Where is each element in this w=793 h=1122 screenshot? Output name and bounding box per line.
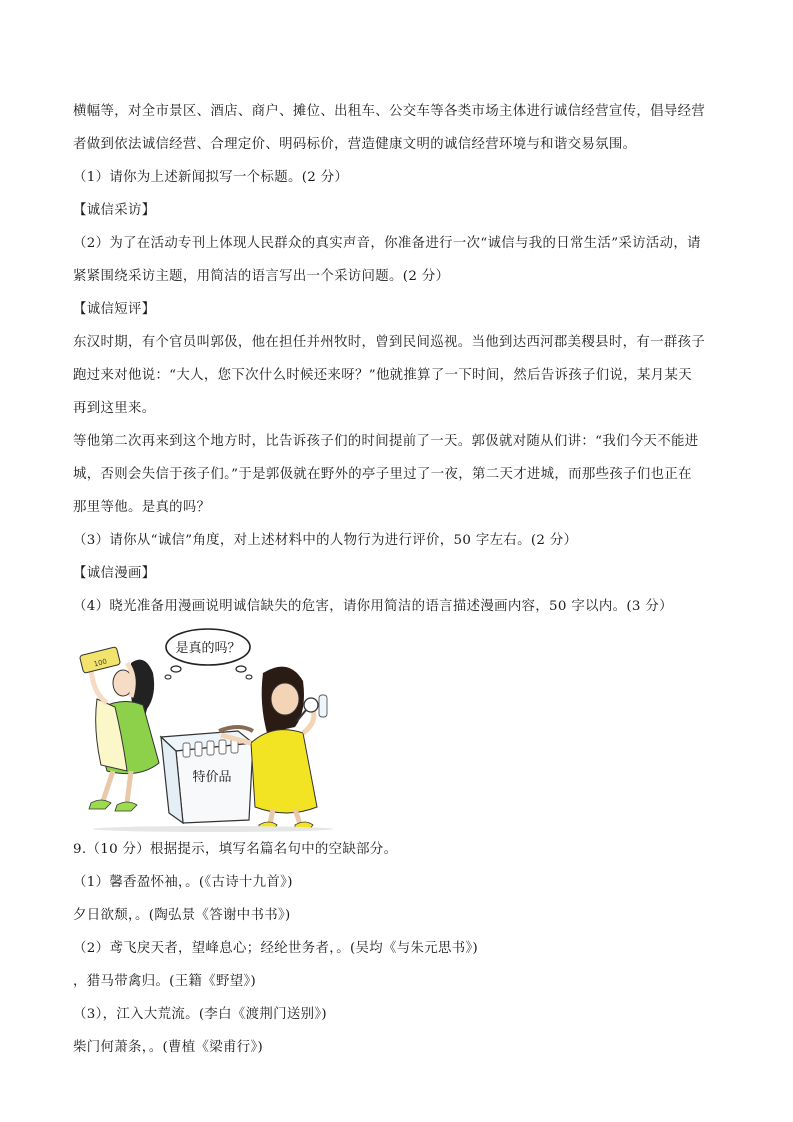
cartoon-illustration [73,625,353,833]
question-9-item-2: 夕日欲颓，。(陶弘景《答谢中书书》) [73,908,291,923]
news-paragraph-line-2: 者做到依法诚信经营、合理定价、明码标价，营造健康文明的诚信经营环境与和谐交易氛围。 [73,137,637,152]
bargain-box-icon [161,731,253,823]
section-heading-interview: 【诚信采访】 [73,203,156,218]
section-heading-cartoon: 【诚信漫画】 [73,566,156,581]
thought-bubble-icon [165,629,252,679]
question-2-line-2: 紧紧围绕采访主题，用简洁的语言写出一个采访问题。(2 分） [73,269,450,284]
question-2-line-1: （2）为了在活动专刊上体现人民群众的真实声音，你准备进行一次“诚信与我的日常生活”采访活动，请 [73,236,701,251]
document-page [73,95,723,1064]
story-line-4: 等他第二次再来到这个地方时，比告诉孩子们的时间提前了一天。郭伋就对随从们讲：“我们今天不能进 [73,434,699,449]
question-9-item-1: （1）馨香盈怀袖，。(《古诗十九首》) [73,875,293,890]
question-4: （4）晓光准备用漫画说明诚信缺失的危害，请你用简洁的语言描述漫画内容，50 字以内。(3 分） [73,599,673,614]
woman-green-dress-icon [79,647,159,811]
question-9-item-5: （3），江入大荒流。(李白《渡荆门送别》) [73,1007,327,1022]
news-paragraph-line-1: 横幅等，对全市景区、酒店、商户、摊位、出租车、公交车等各类市场主体进行诚信经营宣传，倡导经营 [73,104,706,119]
question-9-title: 9.（10 分）根据提示，填写名篇名句中的空缺部分。 [73,842,398,857]
question-9-item-3: （2）鸢飞戾天者，望峰息心；经纶世务者，。(吴均《与朱元思书》) [73,941,479,956]
story-line-2: 跑过来对他说：“大人，您下次什么时候还来呀？”他就推算了一下时间，然后告诉孩子们说，某月某天 [73,368,692,383]
story-line-3: 再到这里来。 [73,401,156,416]
svg-text:100: 100 [92,657,108,669]
svg-text:是真的吗？: 是真的吗？ [175,641,241,656]
section-heading-commentary: 【诚信短评】 [73,302,156,317]
question-9-item-4: ，猎马带禽归。(王籍《野望》) [73,974,257,989]
story-line-1: 东汉时期，有个官员叫郭伋，他在担任并州牧时，曾到民间巡视。当他到达西河郡美稷县时，有一群孩子 [73,335,706,350]
question-1: （1）请你为上述新闻拟写一个标题。(2 分） [73,170,349,185]
question-3: （3）请你从“诚信”角度，对上述材料中的人物行为进行评价，50 字左右。(2 分） [73,533,578,548]
story-line-6: 那里等他。是真的吗？ [73,500,211,515]
question-9-item-6: 柴门何萧条，。(曹植《梁甫行》) [73,1040,264,1055]
svg-text:特价品: 特价品 [192,770,232,785]
story-line-5: 城，否则会失信于孩子们。”于是郭伋就在野外的亭子里过了一夜，第二天才进城，而那些孩子们也正在 [73,467,692,482]
